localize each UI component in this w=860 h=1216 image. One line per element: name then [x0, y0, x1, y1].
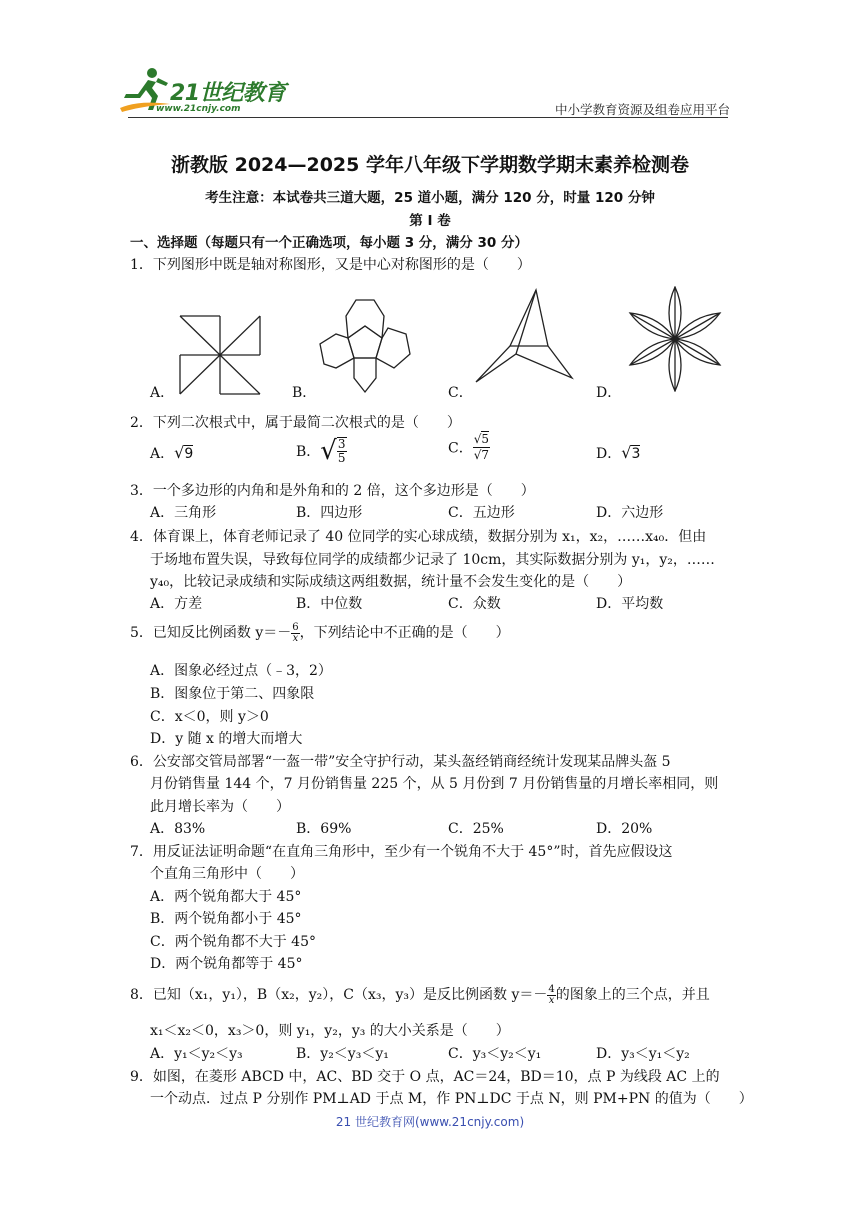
q1-option-b-label: B． [292, 385, 317, 401]
q8-frac-denominator: x [548, 994, 555, 1006]
question-6-line-2: 月份销售量 144 个，7 月份销售量 225 个，从 5 月份到 7 月份销售量的月增长率相同，则 [150, 776, 719, 792]
logo-text: 21世纪教育 [170, 81, 286, 106]
q7-option-d: D．两个锐角都等于 45° [150, 956, 303, 972]
question-8-stem [130, 984, 710, 1006]
q7-option-b: B．两个锐角都小于 45° [150, 911, 302, 927]
q8-option-d: D．y₃＜y₁＜y₂ [596, 1046, 690, 1062]
page-header [118, 64, 730, 122]
question-9-line-1: 9．如图，在菱形 ABCD 中，AC、BD 交于 O 点，AC＝24，BD＝10，点 P 为线段 AC 上的 [130, 1069, 720, 1085]
q2-option-c: C． $\frac{√5}{√7}$ [448, 432, 490, 462]
q2-c-denominator: 7 [481, 448, 490, 462]
q5-option-d: D．y 随 x 的增大而增大 [150, 731, 303, 747]
q2-option-b-label: B． [296, 444, 321, 460]
platform-tagline: 中小学教育资源及组卷应用平台 [554, 102, 730, 117]
q6-option-d: D．20% [596, 821, 653, 837]
q5-option-a: A．图象必经过点（﹣3，2） [150, 663, 332, 679]
q5-frac-numerator: 6 [292, 621, 299, 633]
q3-option-a: A．三角形 [150, 505, 217, 521]
question-4-line-1: 4．体育课上，体育老师记录了 40 位同学的实心球成绩，数据分别为 x₁，x₂，……x₄₀．但由 [130, 529, 707, 545]
q2-option-d: D．√3 [596, 443, 641, 462]
question-6-line-1: 6．公安部交管局部署“一盔一带”安全守护行动，某头盔经销商经统计发现某品牌头盔 5 [130, 754, 671, 770]
q2-b-denominator: 5 [337, 451, 346, 465]
exam-title: 浙教版 2024—2025 学年八年级下学期数学期末素养检测卷 [171, 154, 689, 176]
pentagon-flower-figure-icon [316, 292, 414, 396]
question-5-stem [130, 622, 510, 644]
q2-option-b: B．√ $\frac{3}{5}$ [296, 436, 346, 466]
q8-stem-post: 的图象上的三个点，并且 [555, 987, 710, 1003]
question-4-line-2: 于场地布置失误，导致每位同学的成绩都少记录了 10cm，其实际数据分别为 y₁，y₂，…… [150, 552, 715, 568]
q1-option-d-label: D． [596, 385, 622, 401]
question-7-line-1: 7．用反证法证明命题“在直角三角形中，至少有一个锐角不大于 45°”时，首先应假设这 [130, 844, 673, 860]
three-point-star-figure-icon [474, 288, 574, 384]
q8-frac-numerator: 4 [548, 983, 555, 995]
question-2-stem: 2．下列二次根式中，属于最简二次根式的是（ ） [130, 415, 461, 431]
header-rule [128, 117, 728, 118]
question-3-stem: 3．一个多边形的内角和是外角和的 2 倍，这个多边形是（ ） [130, 483, 535, 499]
section-heading: 一、选择题（每题只有一个正确选项，每小题 3 分，满分 30 分） [130, 235, 528, 251]
question-1-stem: 1．下列图形中既是轴对称图形，又是中心对称图形的是（ ） [130, 257, 531, 273]
six-petal-flower-figure-icon [626, 286, 724, 392]
question-6-line-3: 此月增长率为（ ） [150, 799, 290, 815]
q5-stem-pre: 5．已知反比例函数 y＝－ [130, 625, 292, 641]
q6-option-b: B．69% [296, 821, 352, 837]
q6-option-a: A．83% [150, 821, 206, 837]
page-footer: 21 世纪教育网(www.21cnjy.com) [335, 1115, 525, 1129]
q2-a-radicand: 9 [184, 446, 194, 462]
q4-option-a: A．方差 [150, 596, 203, 612]
q5-stem-post: ，下列结论中不正确的是（ ） [299, 625, 510, 641]
question-4-line-3: y₄₀，比较记录成绩和实际成绩这两组数据，统计量不会发生变化的是（ ） [150, 574, 632, 590]
q2-b-numerator: 3 [337, 437, 346, 451]
q4-option-d: D．平均数 [596, 596, 664, 612]
q8-option-c: C．y₃＜y₂＜y₁ [448, 1046, 542, 1062]
q2-d-radicand: 3 [631, 446, 641, 462]
q6-option-c: C．25% [448, 821, 504, 837]
volume-label: 第 I 卷 [409, 213, 451, 229]
q2-c-numerator: 5 [481, 432, 490, 446]
q8-option-a: A．y₁＜y₂＜y₃ [150, 1046, 243, 1062]
q5-option-b: B．图象位于第二、四象限 [150, 686, 315, 702]
q2-option-d-label: D． [596, 446, 622, 462]
q5-option-c: C．x＜0，则 y＞0 [150, 709, 269, 725]
q1-option-a-label: A． [150, 385, 175, 401]
q2-option-a-label: A． [150, 446, 175, 462]
q7-option-c: C．两个锐角都不大于 45° [150, 934, 316, 950]
q7-option-a: A．两个锐角都大于 45° [150, 889, 302, 905]
q8-option-b: B．y₂＜y₃＜y₁ [296, 1046, 389, 1062]
question-8-line-2: x₁＜x₂＜0，x₃＞0，则 y₁，y₂，y₃ 的大小关系是（ ） [150, 1023, 510, 1039]
q2-option-c-label: C． [448, 440, 473, 457]
q8-stem-pre: 8．已知（x₁，y₁），B（x₂，y₂），C（x₃，y₃）是反比例函数 y＝－ [130, 987, 548, 1003]
q4-option-c: C．众数 [448, 596, 501, 612]
logo-url: www.21cnjy.com [156, 104, 241, 114]
pinwheel-figure-icon [178, 314, 262, 396]
q1-option-c-label: C． [448, 385, 473, 401]
q3-option-b: B．四边形 [296, 505, 363, 521]
q4-option-b: B．中位数 [296, 596, 363, 612]
question-7-line-2: 个直角三角形中（ ） [150, 866, 304, 882]
question-9-line-2: 一个动点．过点 P 分别作 PM⊥AD 于点 M，作 PN⊥DC 于点 N，则 PM+PN 的值为（ ） [150, 1091, 753, 1107]
q3-option-c: C．五边形 [448, 505, 515, 521]
q5-frac-denominator: x [292, 632, 299, 644]
q3-option-d: D．六边形 [596, 505, 664, 521]
q2-option-a: A．√9 [150, 443, 194, 462]
exam-notice: 考生注意：本试卷共三道大题，25 道小题，满分 120 分，时量 120 分钟 [205, 190, 655, 206]
